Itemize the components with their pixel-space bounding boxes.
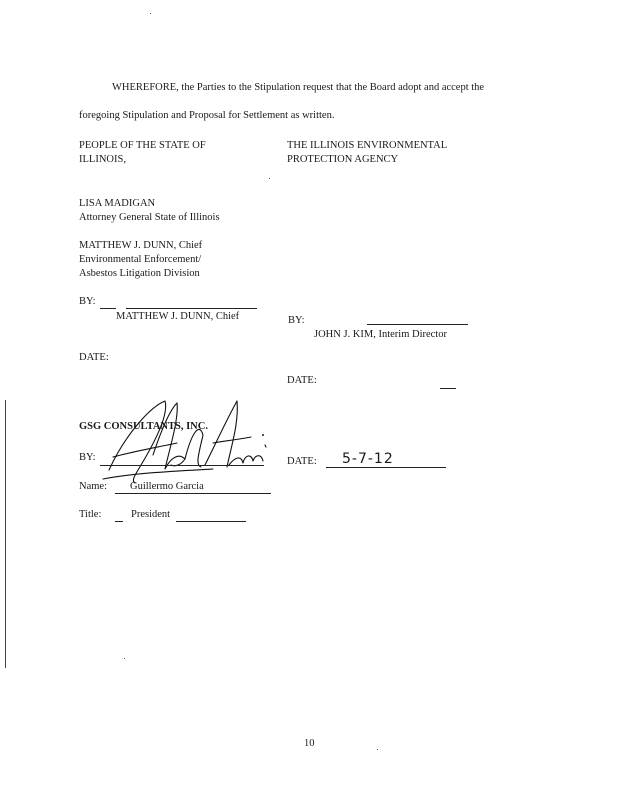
- company-date-label: DATE:: [287, 456, 317, 467]
- company-name-line: [115, 493, 271, 494]
- company-by-label: BY:: [79, 452, 96, 463]
- right-date-line: [440, 388, 456, 389]
- page-number: 10: [304, 738, 315, 749]
- right-signer-name: JOHN J. KIM, Interim Director: [314, 329, 447, 340]
- chief-line-1: MATTHEW J. DUNN, Chief: [79, 240, 203, 251]
- company-signature-line: [100, 465, 264, 466]
- left-party-line-1: PEOPLE OF THE STATE OF: [79, 140, 206, 151]
- scan-speck: [150, 13, 151, 14]
- left-party-line-2: ILLINOIS,: [79, 154, 126, 165]
- company-title-line: [176, 521, 246, 522]
- handwritten-signature: [95, 395, 275, 490]
- company-date-line: [326, 467, 446, 468]
- company-name: GSG CONSULTANTS, INC.: [79, 421, 208, 432]
- scan-speck: [124, 658, 125, 659]
- right-party-line-1: THE ILLINOIS ENVIRONMENTAL: [287, 140, 448, 151]
- company-title-label: Title:: [79, 509, 102, 520]
- attorney-title: Attorney General State of Illinois: [79, 212, 220, 223]
- right-signature-line: [367, 324, 468, 325]
- scan-edge-line: [5, 400, 6, 668]
- company-name-label: Name:: [79, 481, 107, 492]
- wherefore-line-1: WHEREFORE, the Parties to the Stipulation request that the Board adopt and accept the: [112, 82, 485, 93]
- company-name-value: Guillermo Garcia: [130, 481, 204, 492]
- right-party-line-2: PROTECTION AGENCY: [287, 154, 399, 165]
- wherefore-line-2: foregoing Stipulation and Proposal for Settlement as written.: [79, 110, 335, 121]
- left-signature-line: [126, 308, 257, 309]
- company-title-short-line: [115, 521, 123, 522]
- left-by-short-line: [100, 308, 116, 309]
- right-date-label: DATE:: [287, 375, 317, 386]
- chief-line-3: Asbestos Litigation Division: [79, 268, 200, 279]
- company-date-value: 5-7-12: [342, 451, 394, 467]
- left-by-label: BY:: [79, 296, 96, 307]
- company-title-value: President: [131, 509, 171, 520]
- right-by-label: BY:: [288, 315, 305, 326]
- attorney-name: LISA MADIGAN: [79, 198, 156, 209]
- scan-speck: [377, 749, 378, 750]
- chief-line-2: Environmental Enforcement/: [79, 254, 202, 265]
- scan-speck: [269, 178, 270, 179]
- left-signer-name: MATTHEW J. DUNN, Chief: [116, 311, 240, 322]
- left-date-label: DATE:: [79, 352, 109, 363]
